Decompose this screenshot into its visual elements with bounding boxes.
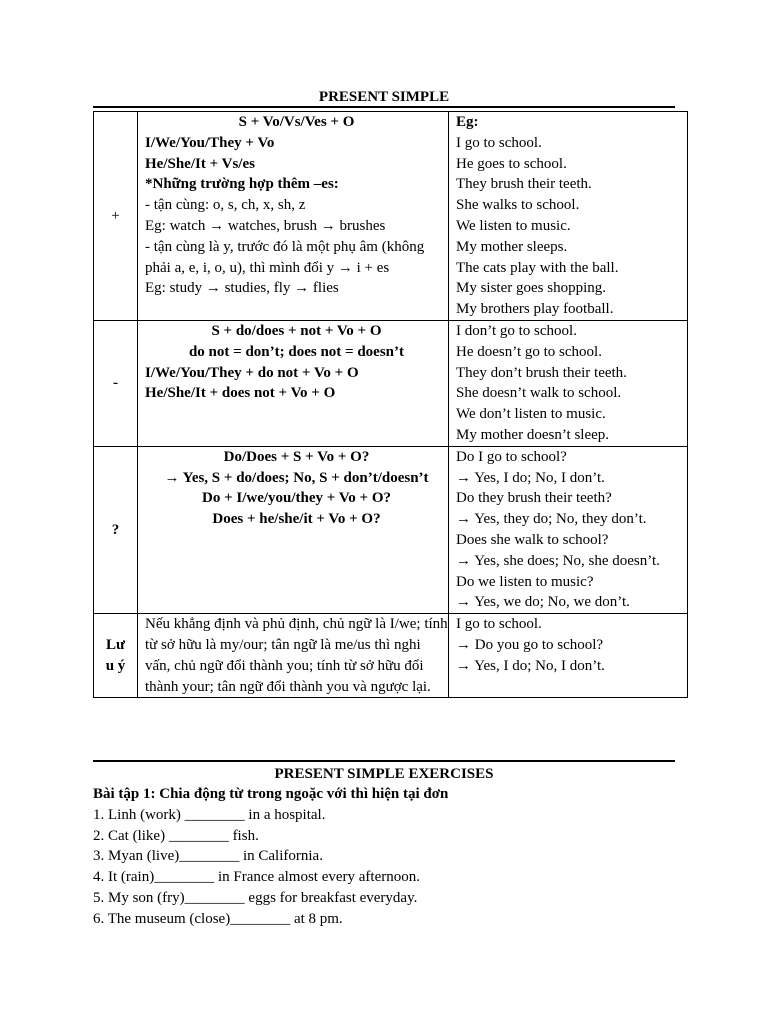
example-line: → Yes, they do; No, they don’t. [456, 511, 647, 528]
rule-line: Eg: study → studies, fly → flies [145, 280, 339, 297]
rule-line: *Những trường hợp thêm –es: [145, 176, 339, 193]
exercise-title: PRESENT SIMPLE EXERCISES [274, 766, 494, 782]
question-rule [138, 446, 449, 613]
example-line: They don’t brush their teeth. [456, 364, 627, 381]
title-divider [93, 106, 675, 108]
exercise-item: 5. My son (fry)________ eggs for breakfast everyday. [93, 889, 418, 906]
affirmative-row [94, 112, 688, 321]
rule-formula: do not = don’t; does not = doesn’t [188, 343, 405, 360]
example-line: He goes to school. [456, 155, 567, 172]
exercise-divider [93, 760, 675, 762]
exercise-heading: Bài tập 1: Chia động từ trong ngoặc với thì hiện tại đơn [93, 786, 449, 802]
example-line: My sister goes shopping. [456, 280, 606, 297]
example-line: My brothers play football. [456, 301, 614, 318]
example-line: We listen to music. [456, 217, 571, 234]
example-line: She doesn’t walk to school. [456, 385, 622, 402]
example-line: They brush their teeth. [456, 176, 592, 193]
example-line: My mother sleeps. [456, 238, 568, 255]
example-line: → Do you go to school? [456, 636, 604, 653]
affirmative-examples [449, 112, 688, 321]
rule-line: - tận cùng là y, trước đó là một phụ âm (không phải a, e, i, o, u), thì mình đổi y → i + es [145, 238, 425, 276]
grammar-table [93, 111, 688, 698]
affirmative-sign: + [94, 112, 138, 321]
note-sign: Lư u ý [94, 614, 138, 698]
negative-row [94, 320, 688, 446]
example-line: Does she walk to school? [456, 531, 609, 548]
example-line: Do they brush their teeth? [456, 490, 612, 507]
example-line: I don’t go to school. [456, 322, 577, 339]
example-line: → Yes, she does; No, she doesn’t. [456, 552, 660, 569]
example-line: → Yes, we do; No, we don’t. [456, 594, 630, 611]
question-sign: ? [94, 446, 138, 613]
rule-line: He/She/It + Vs/es [145, 155, 255, 172]
example-line: Do we listen to music? [456, 573, 594, 590]
example-line: The cats play with the ball. [456, 259, 619, 276]
rule-formula: S + do/does + not + Vo + O [211, 322, 382, 339]
rule-line: I/We/You/They + do not + Vo + O [145, 364, 359, 381]
exercise-item: 1. Linh (work) ________ in a hospital. [93, 806, 326, 823]
note-rule [138, 614, 449, 698]
affirmative-rule [138, 112, 449, 321]
page-title: PRESENT SIMPLE [318, 89, 450, 105]
exercise-section [93, 784, 693, 930]
rule-line: - tận cùng: o, s, ch, x, sh, z [145, 197, 306, 214]
example-line: Do I go to school? [456, 448, 567, 465]
rule-line: Eg: watch → watches, brush → brushes [145, 217, 386, 234]
example-line: He doesn’t go to school. [456, 343, 602, 360]
note-text: Nếu khẳng định và phủ định, chủ ngữ là I/we; tính từ sở hữu là my/our; tân ngữ là me/us thì nghi vấn, chủ ngữ đổi thành you; tính từ sở hữu đổi thành your; tân ngữ đổi thành you và ngược lại. [145, 616, 448, 695]
rule-line: I/We/You/They + Vo [145, 134, 275, 151]
note-examples [449, 614, 688, 698]
rule-formula: Do + I/we/you/they + Vo + O? [202, 490, 391, 507]
question-examples [449, 446, 688, 613]
rule-formula: S + Vo/Vs/Ves + O [238, 114, 355, 130]
rule-line: He/She/It + does not + Vo + O [145, 385, 336, 402]
example-line: I go to school. [456, 616, 542, 633]
examples-label: Eg: [456, 114, 479, 130]
example-line: → Yes, I do; No, I don’t. [456, 469, 605, 486]
example-line: → Yes, I do; No, I don’t. [456, 657, 605, 674]
exercise-item: 4. It (rain)________ in France almost every afternoon. [93, 869, 420, 886]
example-line: She walks to school. [456, 197, 580, 214]
exercise-item: 6. The museum (close)________ at 8 pm. [93, 910, 343, 927]
question-row [94, 446, 688, 613]
note-row [94, 614, 688, 698]
example-line: My mother doesn’t sleep. [456, 426, 610, 443]
rule-formula: Do/Does + S + Vo + O? [223, 448, 370, 465]
example-line: I go to school. [456, 134, 542, 151]
negative-examples [449, 320, 688, 446]
rule-formula: → Yes, S + do/does; No, S + don’t/doesn’t [164, 469, 429, 486]
example-line: We don’t listen to music. [456, 406, 606, 423]
exercise-item: 2. Cat (like) ________ fish. [93, 827, 259, 844]
negative-rule [138, 320, 449, 446]
exercise-item: 3. Myan (live)________ in California. [93, 848, 323, 865]
rule-formula: Does + he/she/it + Vo + O? [212, 511, 381, 528]
negative-sign: - [94, 320, 138, 446]
